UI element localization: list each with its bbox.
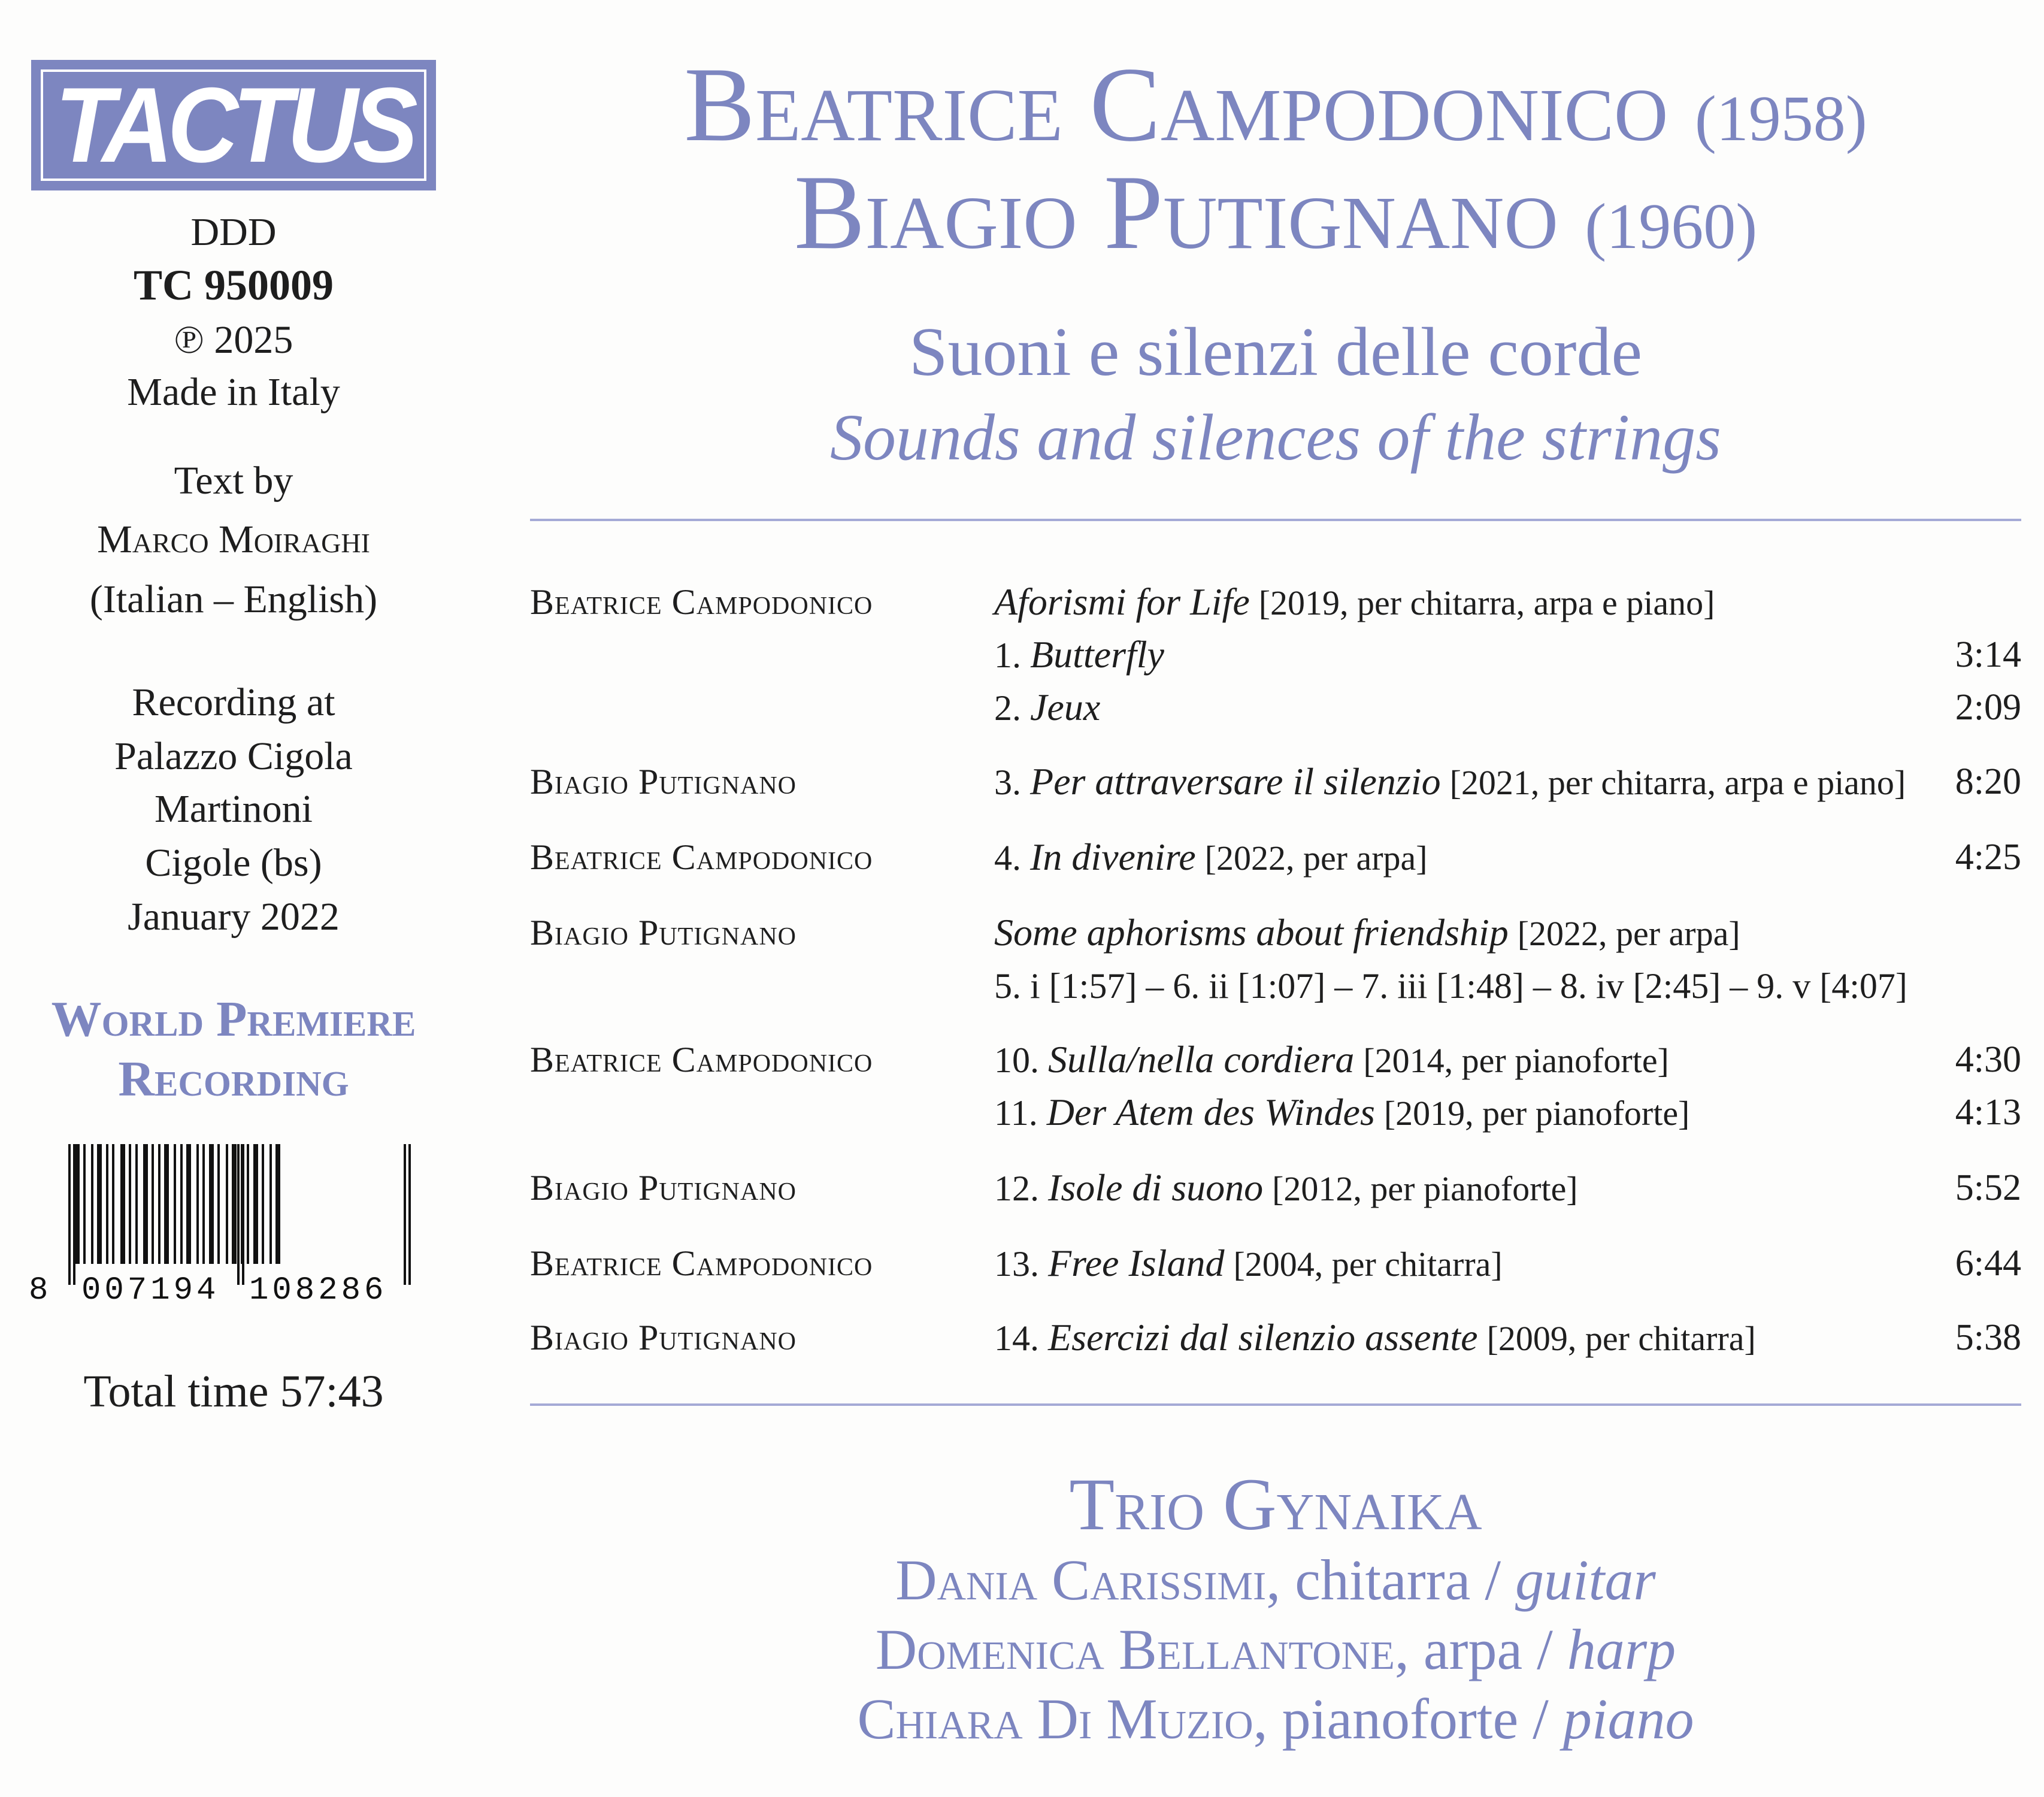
track-duration: 4:13	[1955, 1092, 2021, 1133]
track-composer: Biagio Putignano	[530, 913, 797, 952]
track-row	[530, 1085, 2021, 1139]
track-title: Esercizi dal silenzio assente	[1048, 1316, 1478, 1359]
track-number: 12.	[994, 1169, 1039, 1208]
track-work	[994, 628, 1164, 683]
barcode-bar	[120, 1144, 125, 1264]
recording-line: Cigole (bs)	[145, 841, 322, 885]
track-details: [2012, per pianoforte]	[1272, 1169, 1578, 1208]
track-title: Free Island	[1048, 1242, 1225, 1284]
ensemble-name: Trio Gynaika	[1069, 1463, 1482, 1545]
barcode-bar	[91, 1144, 93, 1264]
performer-line	[530, 1617, 2021, 1681]
track-row	[530, 1161, 2021, 1215]
barcode-guard-bar	[404, 1144, 406, 1285]
track-row	[530, 628, 2021, 682]
barcode-guard-bar	[242, 1144, 244, 1285]
track-composer: Beatrice Campodonico	[530, 582, 873, 622]
track-row	[530, 906, 2021, 960]
track-duration: 6:44	[1955, 1243, 2021, 1284]
track-number: 14.	[994, 1318, 1039, 1358]
barcode-bar	[196, 1144, 199, 1264]
track-title: Butterfly	[1030, 633, 1164, 676]
track-work	[994, 1161, 1578, 1216]
barcode-bar	[164, 1144, 169, 1264]
track-work	[994, 1236, 1503, 1291]
barcode-bar	[202, 1144, 205, 1264]
track-row	[530, 680, 2021, 734]
track-duration: 5:52	[1955, 1167, 2021, 1208]
track-composer: Biagio Putignano	[530, 762, 797, 801]
recording-line: Martinoni	[155, 787, 313, 831]
text-languages: (Italian – English)	[89, 577, 378, 621]
track-row	[530, 1311, 2021, 1365]
track-details: [2019, per pianoforte]	[1383, 1094, 1690, 1133]
track-row	[530, 755, 2021, 809]
recording-line: January 2022	[128, 895, 340, 939]
barcode-bar	[135, 1144, 138, 1264]
track-work	[994, 1085, 1689, 1140]
track-title: Some aphorisms about friendship	[994, 911, 1509, 954]
logo-text: TACTUS	[54, 65, 413, 184]
track-work	[994, 680, 1100, 736]
barcode-digit-first: 8	[29, 1272, 49, 1306]
track-number: 11.	[994, 1093, 1038, 1133]
phonogram-copyright: ℗ 2025	[174, 318, 293, 362]
track-composer: Beatrice Campodonico	[530, 837, 873, 877]
composer-years: (1960)	[1585, 191, 1758, 262]
performer-line	[530, 1548, 2021, 1612]
track-number: 5. i [1:57] – 6. ii [1:07] – 7. iii [1:48] – 8. iv [2:45] – 9. v [4:07]	[994, 966, 1907, 1006]
track-work	[994, 958, 1907, 1014]
track-details: [2014, per pianoforte]	[1363, 1041, 1669, 1080]
label-info-column	[0, 0, 473, 1797]
performer-role-english: guitar	[1515, 1548, 1656, 1612]
barcode-guard-bar	[68, 1144, 71, 1285]
tracklist	[530, 575, 2021, 1378]
performer-role-english: piano	[1562, 1687, 1694, 1751]
world-premiere-label: World Premiere	[51, 991, 416, 1047]
performer-name: Dania Carissimi	[895, 1548, 1267, 1612]
barcode-bar	[253, 1144, 258, 1264]
track-details: [2004, per chitarra]	[1233, 1245, 1503, 1284]
track-number: 13.	[994, 1244, 1039, 1284]
barcode-bar	[226, 1144, 228, 1264]
track-composer: Beatrice Campodonico	[530, 1040, 873, 1079]
performer-name: Domenica Bellantone	[875, 1617, 1395, 1681]
track-row	[530, 958, 2021, 1012]
barcode-bar	[143, 1144, 148, 1264]
track-details: [2021, per chitarra, arpa e piano]	[1449, 763, 1906, 802]
recording-line: Recording at	[132, 680, 335, 724]
track-duration: 4:25	[1955, 837, 2021, 878]
track-duration: 3:14	[1955, 634, 2021, 675]
barcode-bar	[209, 1144, 214, 1264]
made-in: Made in Italy	[127, 370, 340, 414]
album-title-english: Sounds and silences of the strings	[829, 401, 1721, 474]
performer-role-italian: , chitarra /	[1266, 1548, 1515, 1612]
performer-name: Chiara Di Muzio	[857, 1687, 1253, 1751]
track-title: Der Atem des Windes	[1046, 1091, 1375, 1133]
performer-role-english: harp	[1567, 1617, 1676, 1681]
track-title: Isole di suono	[1048, 1166, 1264, 1209]
track-row	[530, 575, 2021, 629]
track-duration: 4:30	[1955, 1039, 2021, 1080]
total-time: Total time 57:43	[83, 1366, 384, 1417]
barcode-bar	[83, 1144, 86, 1264]
barcode-bar	[112, 1144, 114, 1264]
composer-years: (1958)	[1694, 83, 1867, 155]
track-work	[994, 1311, 1756, 1366]
divider	[530, 519, 2021, 521]
barcode	[24, 1144, 443, 1306]
barcode-guard-bar	[73, 1144, 75, 1285]
barcode-bar	[217, 1144, 220, 1264]
track-composer: Beatrice Campodonico	[530, 1244, 873, 1283]
track-details: [2022, per arpa]	[1204, 839, 1428, 878]
barcode-digits-left: 007194	[81, 1272, 220, 1306]
album-title-italian: Suoni e silenzi delle corde	[909, 314, 1643, 391]
performer-role-italian: , pianoforte /	[1253, 1687, 1563, 1751]
logo-frame	[41, 65, 426, 184]
text-by-label: Text by	[174, 459, 293, 503]
barcode-bar	[269, 1144, 272, 1264]
track-title: Per attraversare il silenzio	[1030, 760, 1441, 803]
track-work	[994, 755, 1906, 810]
barcode-guard-bar	[408, 1144, 411, 1285]
barcode-bar	[262, 1144, 264, 1264]
track-row	[530, 830, 2021, 884]
track-duration: 5:38	[1955, 1317, 2021, 1358]
track-title: Jeux	[1030, 686, 1101, 728]
track-number: 1.	[994, 636, 1021, 675]
barcode-bar	[247, 1144, 249, 1264]
recording-format: DDD	[190, 210, 277, 254]
barcode-guard-bar	[237, 1144, 240, 1285]
track-work	[994, 906, 1740, 961]
track-duration: 2:09	[1955, 687, 2021, 728]
track-number: 3.	[994, 763, 1021, 802]
track-number: 2.	[994, 688, 1021, 728]
composer-heading-1	[530, 45, 2021, 164]
barcode-bar	[75, 1144, 80, 1264]
barcode-bar	[174, 1144, 176, 1264]
world-premiere-label: Recording	[118, 1051, 349, 1107]
track-details: [2019, per chitarra, arpa e piano]	[1258, 583, 1715, 622]
track-work	[994, 830, 1428, 885]
barcode-bar	[232, 1144, 237, 1264]
text-author: Marco Moiraghi	[97, 518, 370, 561]
track-details: [2009, per chitarra]	[1486, 1319, 1756, 1358]
performer-line	[530, 1687, 2021, 1751]
barcode-bar	[106, 1144, 108, 1264]
track-composer: Biagio Putignano	[530, 1318, 797, 1357]
barcode-bar	[129, 1144, 131, 1264]
barcode-bar	[186, 1144, 191, 1264]
barcode-bar	[97, 1144, 102, 1264]
track-number: 10.	[994, 1040, 1039, 1080]
track-duration: 8:20	[1955, 761, 2021, 802]
track-title: Sulla/nella cordiera	[1048, 1038, 1355, 1081]
tactus-logo	[31, 60, 436, 190]
divider	[530, 1403, 2021, 1406]
track-work	[994, 1033, 1669, 1088]
track-composer: Biagio Putignano	[530, 1168, 797, 1208]
barcode-bar	[275, 1144, 280, 1264]
barcode-digits-right: 108286	[249, 1272, 387, 1306]
composer-name: Beatrice Campodonico	[684, 45, 1668, 164]
track-title: In divenire	[1030, 836, 1196, 878]
track-number: 4.	[994, 838, 1021, 878]
barcode-bar	[180, 1144, 183, 1264]
composer-heading-2	[530, 153, 2021, 271]
barcode-bar	[152, 1144, 154, 1264]
barcode-bar	[158, 1144, 161, 1264]
performer-role-italian: , arpa /	[1394, 1617, 1567, 1681]
catalog-number: TC 950009	[133, 261, 334, 309]
track-row	[530, 1033, 2021, 1087]
track-title: Aforismi for Life	[994, 580, 1250, 623]
composer-name: Biagio Putignano	[794, 153, 1558, 271]
recording-line: Palazzo Cigola	[114, 734, 353, 778]
track-row	[530, 1236, 2021, 1290]
track-work	[994, 575, 1715, 630]
track-details: [2022, per arpa]	[1517, 914, 1740, 953]
